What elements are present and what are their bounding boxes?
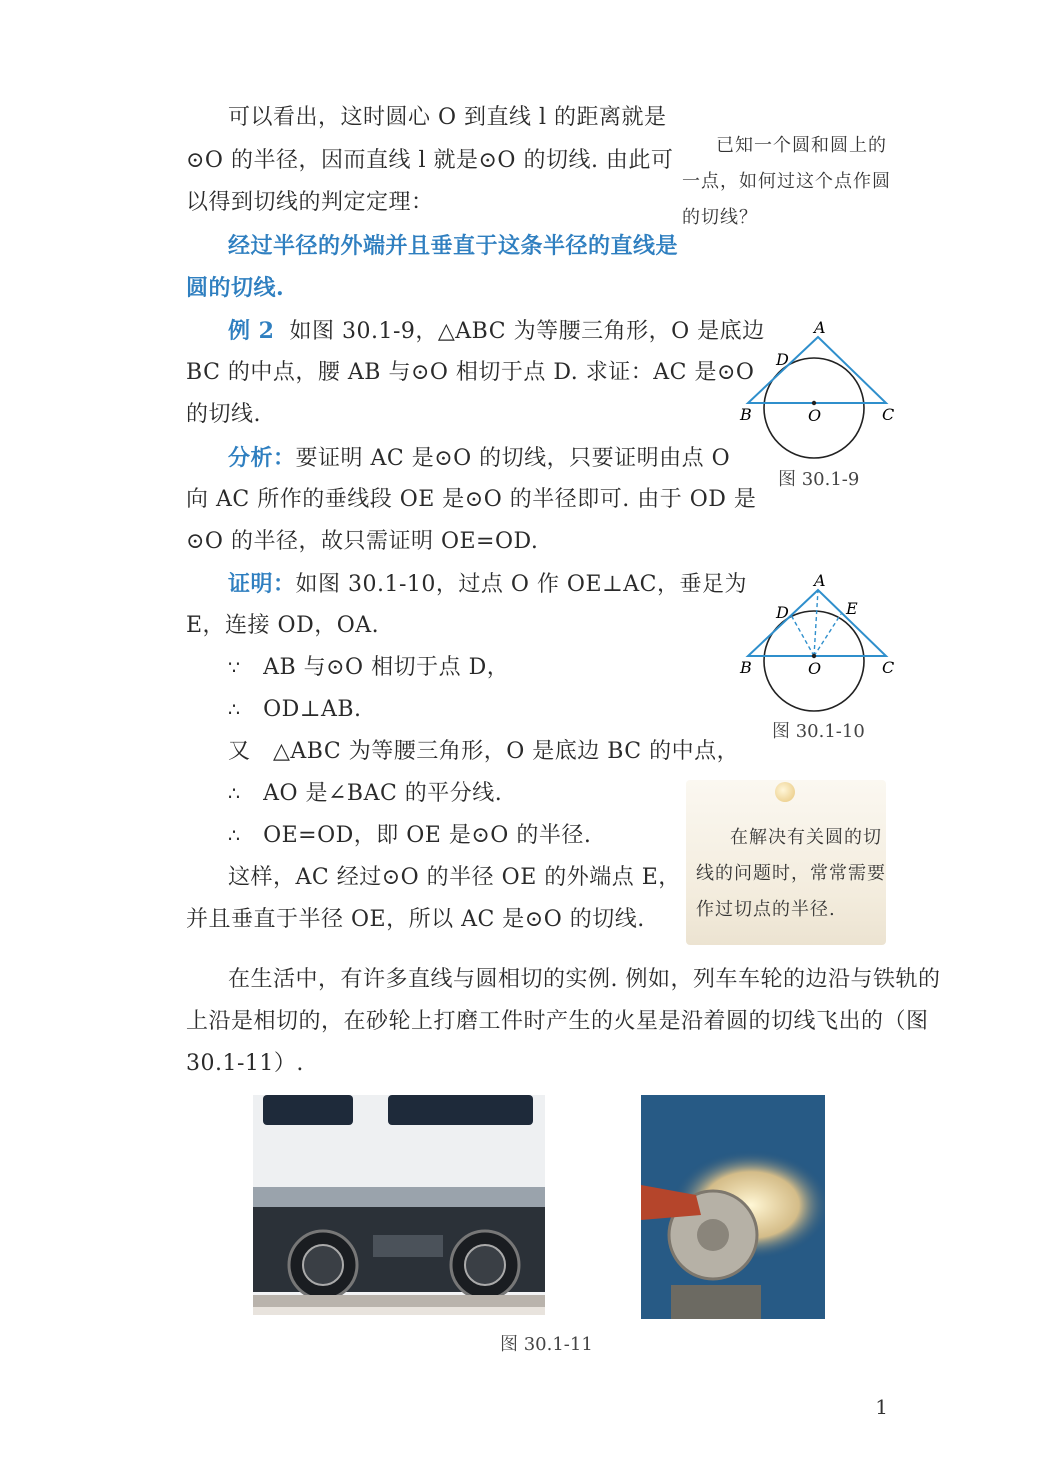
label-c: C: [882, 658, 895, 677]
tip-line-3: 作过切点的半径.: [696, 899, 836, 920]
side-note-line-3: 的切线？: [682, 207, 758, 228]
proof-step-3-text: △ABC 为等腰三角形，O 是底边 BC 的中点，: [273, 739, 740, 764]
label-a: A: [814, 318, 826, 337]
analysis-text-1: 要证明 AC 是⊙O 的切线，只要证明由点 O: [295, 446, 731, 471]
segment-oa: [814, 590, 818, 656]
proof-line-1: [228, 569, 747, 600]
proof-text-1: 如图 30.1-10，过点 O 作 OE⊥AC，垂足为: [295, 572, 747, 597]
label-o: O: [808, 406, 822, 425]
theorem-line-2: 圆的切线.: [186, 275, 285, 301]
center-point: [812, 654, 816, 658]
also-symbol: 又: [228, 739, 251, 764]
analysis-label: 分析：: [228, 445, 296, 471]
therefore-symbol: ∴: [228, 699, 241, 721]
analysis-line-1: [228, 443, 730, 474]
proof-step-5: [228, 821, 591, 851]
tip-line-1: 在解决有关圆的切: [730, 827, 882, 848]
center-point: [812, 401, 816, 405]
triangle-abc: [748, 337, 886, 403]
label-b: B: [740, 658, 752, 677]
page-number: 1: [875, 1395, 888, 1419]
label-c: C: [882, 405, 895, 424]
segment-oe: [814, 614, 841, 656]
label-b: B: [740, 405, 752, 424]
label-o: O: [808, 659, 822, 678]
analysis-line-2: 向 AC 所作的垂线段 OE 是⊙O 的半径即可. 由于 OD 是: [186, 487, 757, 512]
life-para-line-3: 30.1-11）.: [186, 1051, 304, 1076]
label-a: A: [814, 571, 826, 590]
side-note-line-2: 一点，如何过这个点作圆: [682, 171, 891, 192]
proof-step-4-text: AO 是∠BAC 的平分线.: [263, 781, 503, 806]
figure-30-1-10-caption: 图 30.1-10: [772, 721, 865, 742]
side-note-line-1: 已知一个圆和圆上的: [716, 135, 887, 156]
proof-step-4: [228, 779, 502, 809]
proof-step-2: [228, 695, 362, 725]
example-text-1: 如图 30.1-9，△ABC 为等腰三角形，O 是底边: [289, 319, 765, 344]
proof-line-2: E，连接 OD，OA.: [186, 613, 380, 638]
figure-30-1-11-caption: 图 30.1-11: [500, 1334, 593, 1355]
analysis-line-3: ⊙O 的半径，故只需证明 OE=OD.: [186, 529, 539, 554]
proof-step-5-text: OE=OD，即 OE 是⊙O 的半径.: [263, 823, 592, 848]
example-label: 例 2: [228, 318, 275, 344]
proof-label: 证明：: [228, 571, 296, 597]
example-line-1: [228, 316, 765, 347]
train-wheel-photo: [253, 1095, 545, 1315]
proof-step-1-text: AB 与⊙O 相切于点 D，: [263, 655, 510, 680]
figure-30-1-10: [730, 568, 910, 718]
proof-step-1: [228, 653, 509, 683]
tip-line-2: 线的问题时，常常需要: [696, 863, 886, 884]
proof-step-3: [228, 737, 739, 767]
grinder-sparks-photo: [641, 1095, 825, 1319]
therefore-symbol: ∴: [228, 825, 241, 847]
para-line-2: ⊙O 的半径，因而直线 l 就是⊙O 的切线. 由此可: [186, 148, 674, 173]
segment-od: [791, 615, 814, 656]
conclusion-line-1: 这样，AC 经过⊙O 的半径 OE 的外端点 E，: [228, 865, 681, 890]
tip-bulb-icon: [775, 782, 795, 802]
label-d: D: [776, 603, 789, 622]
theorem-line-1: 经过半径的外端并且垂直于这条半径的直线是: [228, 233, 679, 259]
life-para-line-2: 上沿是相切的，在砂轮上打磨工件时产生的火星是沿着圆的切线飞出的（图: [186, 1009, 929, 1034]
conclusion-line-2: 并且垂直于半径 OE，所以 AC 是⊙O 的切线.: [186, 907, 645, 932]
example-line-2: BC 的中点，腰 AB 与⊙O 相切于点 D. 求证：AC 是⊙O: [186, 360, 755, 385]
figure-30-1-9-caption: 图 30.1-9: [778, 469, 860, 490]
para-line-3: 以得到切线的判定定理：: [186, 190, 434, 215]
life-para-line-1: 在生活中，有许多直线与圆相切的实例. 例如，列车车轮的边沿与铁轨的: [228, 967, 941, 992]
figure-30-1-9: [730, 315, 910, 465]
therefore-symbol: ∴: [228, 783, 241, 805]
proof-step-2-text: OD⊥AB.: [263, 697, 362, 722]
example-line-3: 的切线.: [186, 402, 261, 427]
label-d: D: [776, 350, 789, 369]
para-line-1: 可以看出，这时圆心 O 到直线 l 的距离就是: [228, 105, 667, 130]
because-symbol: ∵: [228, 657, 241, 679]
label-e: E: [846, 599, 858, 618]
